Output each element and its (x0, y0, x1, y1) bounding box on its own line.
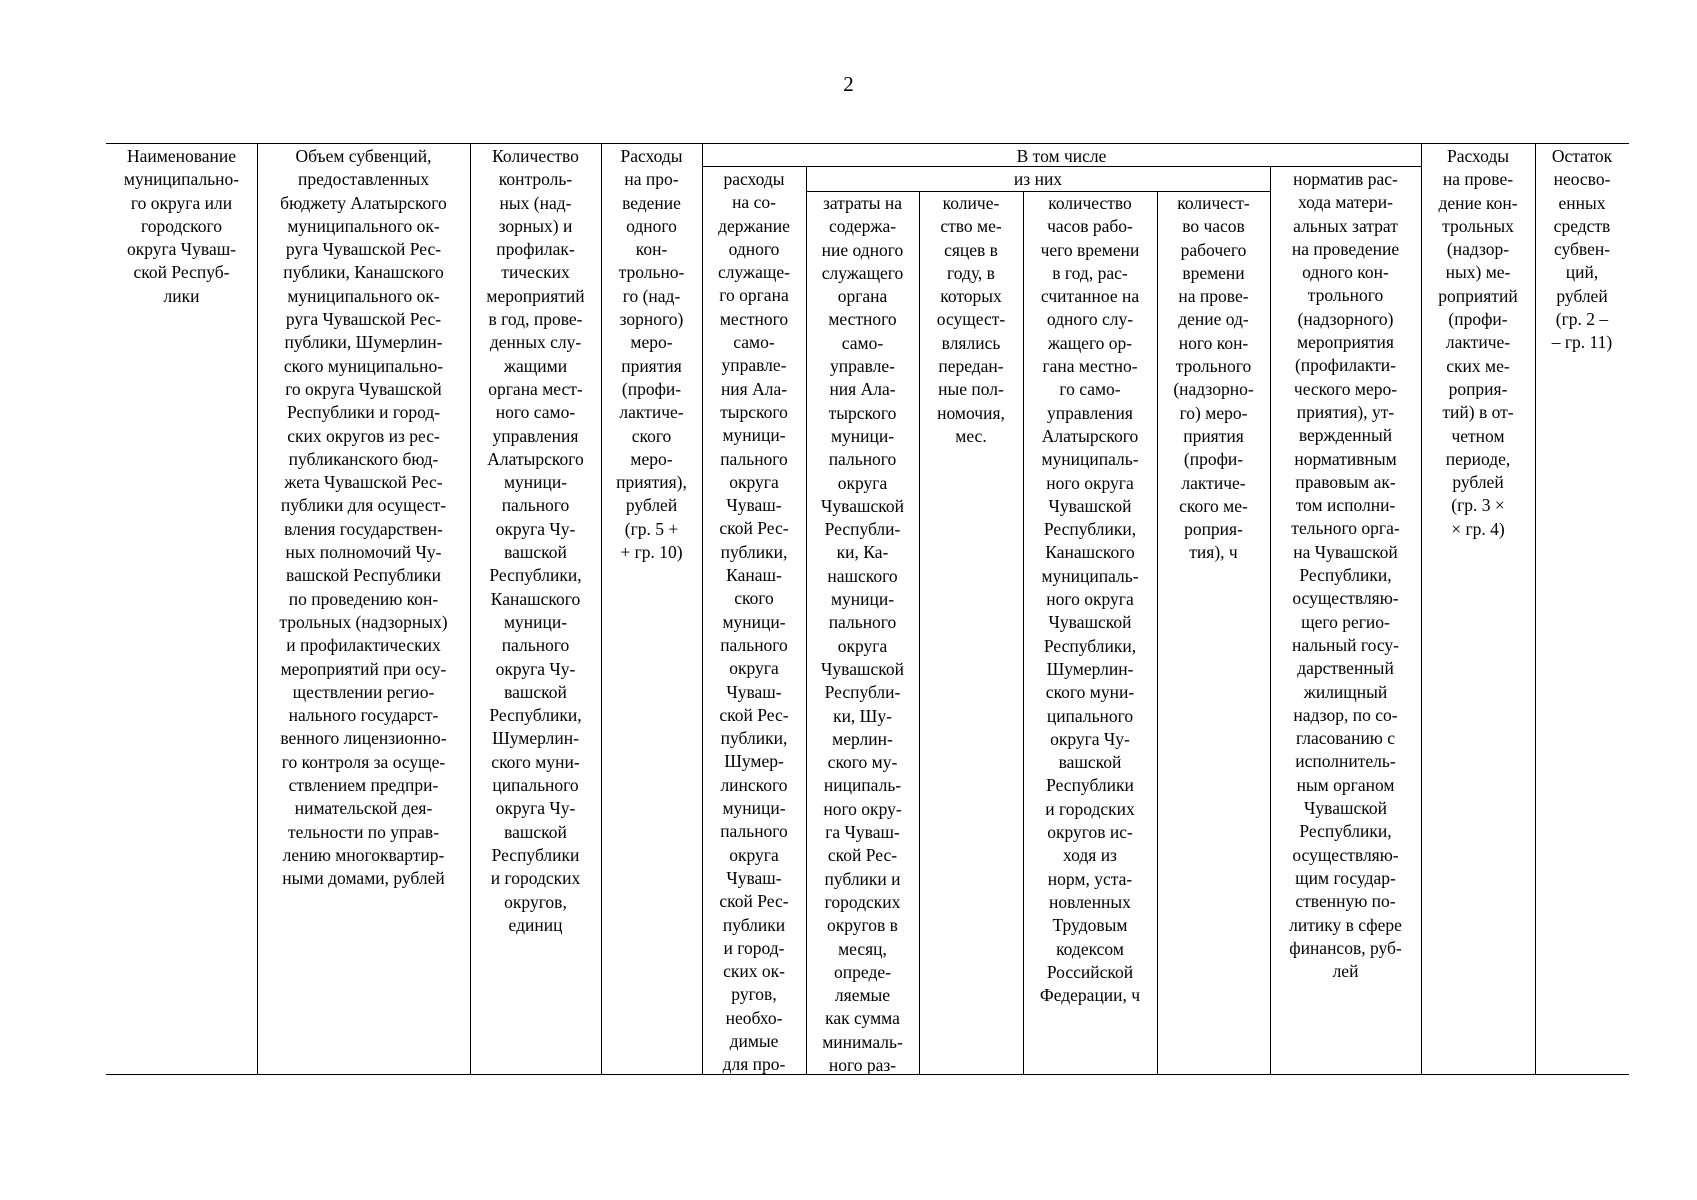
header-employee-costs: расходы на со- держание одного служаще- го органа местного само- управле- ния Ала- тырского муници- пального округа Чуваш- ской Рес- публики, Канаш- ского муници- пального округа Чуваш- ской Рес- публики, Шумер- линского муници- пального округа Чуваш- ской Рес- публики и город- ских ок- ругов, необхо- димые для про- (718, 169, 790, 1075)
header-group-including: В том числе (1016, 146, 1107, 166)
header-cost-per-measure: Расходы на про- ведение одного кон- трольно- го (над- зорного) меро- приятия (профи- лактиче- ского меро- приятия), рублей (гр. 5 + + гр. 10) (616, 146, 687, 563)
header-unspent-balance: Остаток неосво- енных средств субвен- ций, рублей (гр. 2 – – гр. 11) (1551, 146, 1613, 353)
header-subvention-volume: Объем субвенций, предоставленных бюджету Алатырского муниципального ок- руга Чувашской Рес- публики, Канашского муниципального ок- руга Чувашской Рес- публики, Шумерлин- ского муниципально- го округа Чувашской Республики и город- ских округов из рес- публиканского бюд- жета Чувашской Рес- публики для осущест- вления государствен- ных полномочий Чу- вашской Республики по проведению кон- трольных (надзорных) и профилактических мероприятий при осу- ществлении регио- нального государст- венного лицензионно- го контроля за осуще- ствлением предпри- нимательской дея- тельности по управ- лению многоквартир- ными домами, рублей (279, 146, 448, 889)
header-reporting-period-costs: Расходы на прове- дение кон- трольных (надзор- ных) ме- роприятий (профи- лактиче- ских ме- роприя- тий) в от- четном периоде, рублей (гр. 3 × × гр. 4) (1438, 146, 1518, 539)
page-number: 2 (843, 72, 854, 96)
header-municipal-name: Наименование муниципально- го округа или городского округа Чуваш- ской Респуб- лики (123, 146, 240, 306)
header-months-count: количе- ство ме- сяцев в году, в которых осущест- влялись передан- ные пол- номочия, мес. (936, 193, 1006, 446)
header-annual-hours: количество часов рабо- чего времени в год, рас- считанное на одного слу- жащего ор- гана местно- го само- управления Алатырского муниципаль- ного округа Чувашской Республики, Канашского муниципаль- ного округа Чувашской Республики, Шумерлин- ского муни- ципального округа Чу- вашской Республики и городских округов ис- ходя из норм, уста- новленных Трудовым кодексом Российской Федерации, ч (1039, 193, 1141, 1006)
header-monthly-costs: затраты на содержа- ние одного служащего органа местного само- управле- ния Ала- тырского муници- пального округа Чувашской Республи- ки, Ка- нашского муници- пального округа Чувашской Республи- ки, Шу- мерлин- ского му- ниципаль- ного окру- га Чуваш- ской Рес- публики и городских округов в месяц, опреде- ляемые как сумма минималь- ного раз- (821, 193, 904, 1075)
header-material-norm: норматив рас- хода матери- альных затрат на проведение одного кон- трольного (надзорного) мероприятия (профилакти- ческого меро- приятия), ут- вержденный нормативным правовым ак- том исполни- тельного орга- на Чувашской Республики, осуществляю- щего регио- нальный госу- дарственный жилищный надзор, по со- гласованию с исполнитель- ным органом Чувашской Республики, осуществляю- щим государ- ственную по- литику в сфере финансов, руб- лей (1289, 169, 1402, 982)
header-hours-per-measure: количест- во часов рабочего времени на прове- дение од- ного кон- трольного (надзорно- го) меро- приятия (профи- лактиче- ского ме- роприя- тия), ч (1173, 193, 1254, 563)
header-measures-count: Количество контроль- ных (над- зорных) и профилак- тических мероприятий в год, прове- денных слу- жащими органа мест- ного само- управления Алатырского муници- пального округа Чу- вашской Республики, Канашского муници- пального округа Чу- вашской Республики, Шумерлин- ского муни- ципального округа Чу- вашской Республики и городских округов, единиц (486, 146, 585, 935)
header-subgroup-of-which: из них (1013, 169, 1063, 189)
table-top-border (106, 143, 1629, 144)
